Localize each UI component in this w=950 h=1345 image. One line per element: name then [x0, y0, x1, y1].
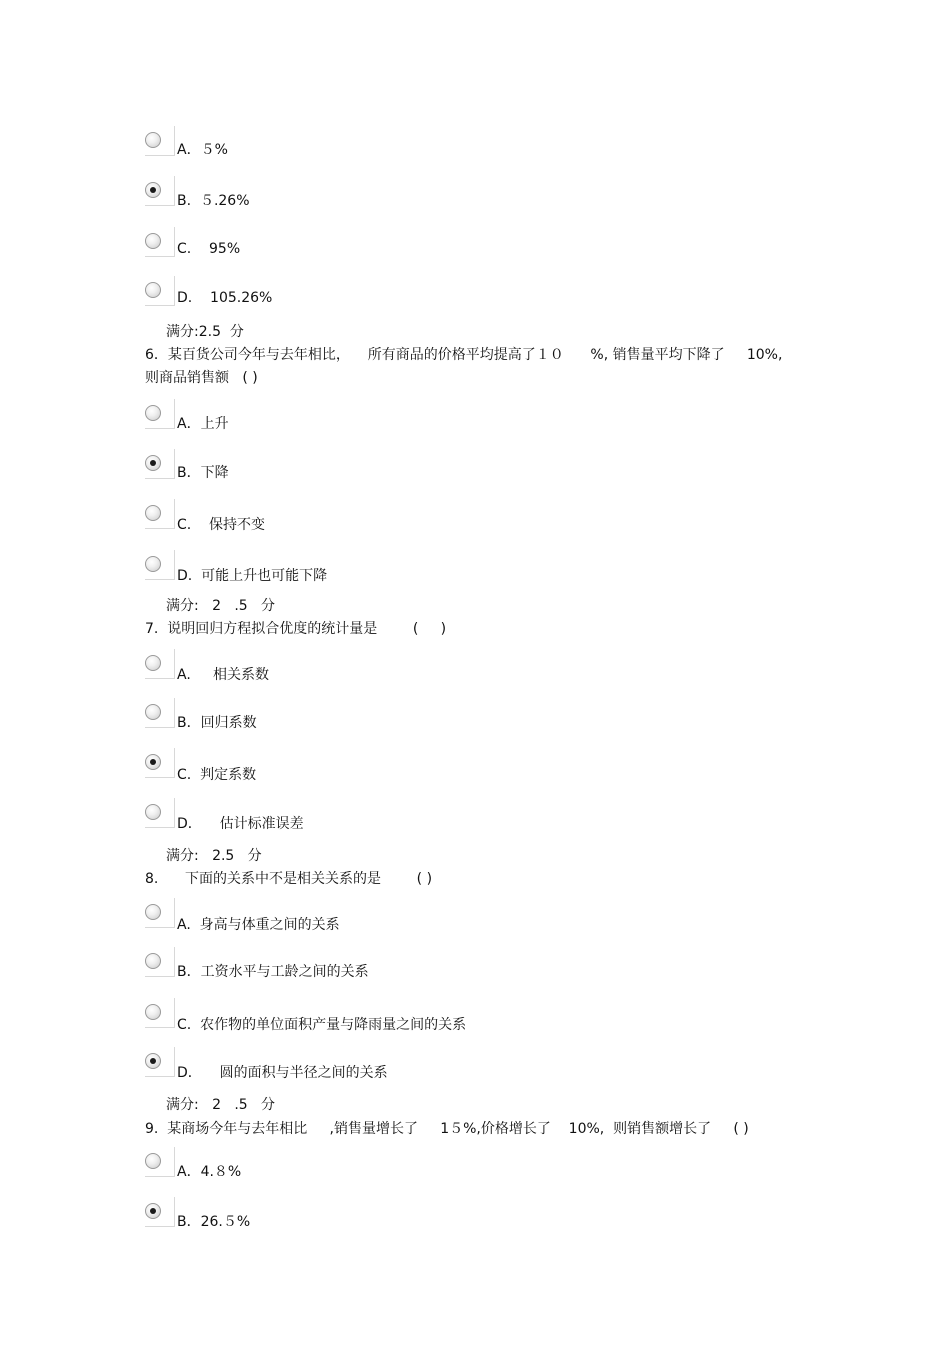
radio-frame: [145, 976, 175, 977]
radio-frame: [174, 947, 175, 977]
radio-frame: [145, 305, 175, 306]
radio-frame: [145, 777, 175, 778]
radio-frame: [174, 276, 175, 306]
option-q8-d: D． 圆的面积与半径之间的关系: [177, 1065, 388, 1081]
radio-q5-b[interactable]: [145, 182, 161, 198]
radio-q8-b[interactable]: [145, 953, 161, 969]
radio-frame: [145, 727, 175, 728]
radio-frame: [145, 1176, 175, 1177]
option-q7-d: D． 估计标准误差: [177, 816, 304, 832]
radio-frame: [174, 176, 175, 206]
option-q8-a: A. 身高与体重之间的关系: [177, 917, 340, 933]
question-8: 8. 下面的关系中不是相关关系的是 ( ): [145, 871, 433, 887]
radio-q6-b[interactable]: [145, 455, 161, 471]
radio-frame: [174, 1197, 175, 1227]
radio-q8-c[interactable]: [145, 1004, 161, 1020]
radio-frame: [174, 698, 175, 728]
question-7: 7. 说明回归方程拟合优度的统计量是 ( ): [145, 621, 447, 637]
option-q6-b: B．下降: [177, 465, 229, 481]
score-q5: 满分:2.5 分: [166, 324, 244, 340]
radio-frame: [145, 478, 175, 479]
radio-q6-d[interactable]: [145, 556, 161, 572]
option-q9-b: B．26.５%: [177, 1214, 251, 1230]
radio-frame: [174, 227, 175, 257]
radio-q7-a[interactable]: [145, 655, 161, 671]
radio-q9-a[interactable]: [145, 1153, 161, 1169]
radio-frame: [174, 550, 175, 580]
radio-frame: [174, 449, 175, 479]
radio-frame: [174, 1147, 175, 1177]
radio-frame: [174, 898, 175, 928]
radio-frame: [145, 827, 175, 828]
score-q6: 满分: 2 .5 分: [166, 598, 276, 614]
radio-frame: [145, 1226, 175, 1227]
radio-frame: [174, 499, 175, 529]
option-q7-b: B．回归系数: [177, 715, 257, 731]
radio-frame: [145, 205, 175, 206]
radio-q8-a[interactable]: [145, 904, 161, 920]
question-6-line2: 则商品销售额 ( ): [145, 370, 258, 386]
radio-frame: [145, 579, 175, 580]
radio-q6-a[interactable]: [145, 405, 161, 421]
radio-q5-a[interactable]: [145, 132, 161, 148]
option-q6-c: C. 保持不变: [177, 517, 266, 533]
radio-q5-d[interactable]: [145, 282, 161, 298]
option-q9-a: A．4.８%: [177, 1164, 242, 1180]
radio-frame: [174, 1047, 175, 1077]
option-q8-c: C. 农作物的单位面积产量与降雨量之间的关系: [177, 1017, 467, 1033]
radio-frame: [174, 649, 175, 679]
radio-frame: [174, 998, 175, 1028]
option-q7-a: A. 相关系数: [177, 667, 270, 683]
radio-frame: [145, 1076, 175, 1077]
radio-frame: [145, 428, 175, 429]
radio-frame: [145, 528, 175, 529]
radio-q9-b[interactable]: [145, 1203, 161, 1219]
option-q8-b: B．工资水平与工龄之间的关系: [177, 964, 369, 980]
question-9: 9. 某商场今年与去年相比 ,销售量增长了 1５%,价格增长了 10%, 则销售额增长了 ( ): [145, 1121, 749, 1137]
option-q5-a: A．５%: [177, 142, 228, 158]
radio-q7-b[interactable]: [145, 704, 161, 720]
radio-q6-c[interactable]: [145, 505, 161, 521]
radio-q7-c[interactable]: [145, 754, 161, 770]
option-q7-c: C. 判定系数: [177, 767, 257, 783]
radio-frame: [145, 1027, 175, 1028]
radio-frame: [145, 155, 175, 156]
radio-q7-d[interactable]: [145, 804, 161, 820]
option-q5-d: D. 105.26%: [177, 290, 273, 306]
radio-q5-c[interactable]: [145, 233, 161, 249]
option-q5-b: B. ５.26%: [177, 193, 250, 209]
radio-frame: [174, 126, 175, 156]
radio-frame: [174, 748, 175, 778]
radio-frame: [174, 798, 175, 828]
option-q6-a: A．上升: [177, 416, 229, 432]
question-6-line1: 6．某百货公司今年与去年相比， 所有商品的价格平均提高了１０ %, 销售量平均下降了 10%,: [145, 347, 783, 363]
radio-frame: [145, 927, 175, 928]
score-q8: 满分: 2 .5 分: [166, 1097, 276, 1113]
radio-q8-d[interactable]: [145, 1053, 161, 1069]
option-q5-c: C. 95%: [177, 241, 241, 257]
radio-frame: [174, 399, 175, 429]
option-q6-d: D. 可能上升也可能下降: [177, 568, 328, 584]
score-q7: 满分: 2.5 分: [166, 848, 262, 864]
radio-frame: [145, 678, 175, 679]
radio-frame: [145, 256, 175, 257]
